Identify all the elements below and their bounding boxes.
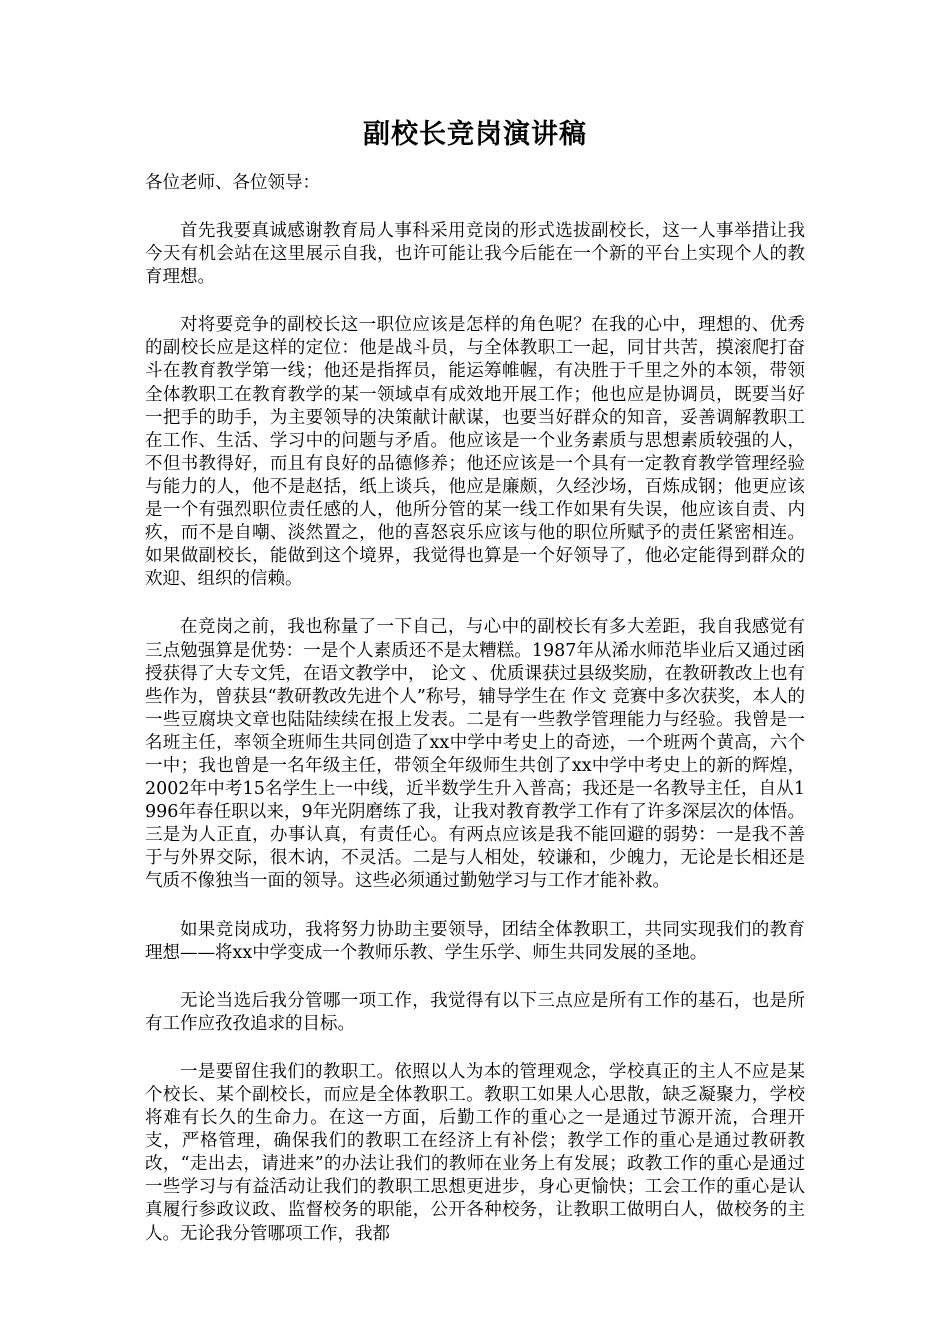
paragraph-commitment: 如果竞岗成功，我将努力协助主要领导，团结全体教职工，共同实现我们的教育理想——将xx中学变成一个教师乐教、学生乐学、师生共同发展的圣地。 (145, 919, 805, 963)
paragraph-thanks: 首先我要真诚感谢教育局人事科采用竞岗的形式选拔副校长，这一人事举措让我今天有机会站在这里展示自我，也许可能让我今后能在一个新的平台上实现个人的教育理想。 (145, 221, 805, 288)
paragraph-retain-staff: 一是要留住我们的教职工。依照以人为本的管理观念，学校真正的主人不应是某个校长、某个副校长，而应是全体教职工。教职工如果人心思散，缺乏凝聚力，学校将难有长久的生命力。在这一方面，后勤工作的重心之一是通过节源开流，合理开支，严格管理，确保我们的教职工在经济上有补偿；教学工作的重心是通过教研教改，“走出去，请进来”的办法让我们的教师在业务上有发展；政教工作的重心是通过一些学习与有益活动让我们的教职工思想更进步，身心更愉快；工会工作的重心是认真履行参政议政、监督校务的职能，公开各种校务，让教职工做明白人，做校务的主人。无论我分管哪项工作，我都 (145, 1061, 805, 1244)
paragraph-self-assessment: 在竞岗之前，我也称量了一下自己，与心中的副校长有多大差距，我自我感觉有三点勉强算是优势：一是个人素质还不是太糟糕。1987年从浠水师范毕业后又通过函授获得了大专文凭，在语文教学中， 论文 、优质课获过县级奖励，在教研教改上也有些作为，曾获县“教研教改先进个人”称号，辅导学生在 作文 竞赛中多次获奖，本人的一些豆腐块文章也陆陆续续在报上发表。二是有一些教学管理能力与经验。我曾是一名班主任，率领全班师生共同创造了xx中学中考史上的奇迹，一个班两个黄高，六个一中；我也曾是一名年级主任，带领全年级师生共创了xx中学中考史上的新的辉煌，2002年中考15名学生上一中线，近半数学生升入普高；我还是一名教导主任，自从1996年春任职以来，9年光阴磨练了我，让我对教育教学工作有了许多深层次的体悟。三是为人正直，办事认真，有责任心。有两点应该是我不能回避的弱势：一是我不善于与外界交际，很木讷，不灵活。二是与人相处，较谦和，少魄力，无论是长相还是气质不像独当一面的领导。这些必须通过勤勉学习与工作才能补救。 (145, 617, 805, 892)
document-page (145, 0, 805, 1246)
salutation: 各位老师、各位领导： (145, 173, 320, 193)
paragraph-role-definition: 对将要竞争的副校长这一职位应该是怎样的角色呢？在我的心中，理想的、优秀的副校长应是这样的定位：他是战斗员，与全体教职工一起，同甘共苦，摸滚爬打奋斗在教育教学第一线；他还是指挥员，能运筹帷幄，有决胜于千里之外的本领，带领全体教职工在教育教学的某一领域卓有成效地开展工作；他也应是协调员，既要当好一把手的助手，为主要领导的决策献计献谋，也要当好群众的知音，妥善调解教职工在工作、生活、学习中的问题与矛盾。他应该是一个业务素质与思想素质较强的人，不但书教得好，而且有良好的品德修养；他还应该是一个具有一定教育教学管理经验与能力的人，他不是赵括，纸上谈兵，他应是廉颇，久经沙场，百炼成钢；他更应该是一个有强烈职位责任感的人，他所分管的某一线工作如果有失误，他应该自责、内疚，而不是自嘲、淡然置之，他的喜怒哀乐应该与他的职位所赋予的责任紧密相连。如果做副校长，能做到这个境界，我觉得也算是一个好领导了，他必定能得到群众的欢迎、组织的信赖。 (145, 315, 805, 590)
paragraph-principles-intro: 无论当选后我分管哪一项工作，我觉得有以下三点应是所有工作的基石，也是所有工作应孜孜追求的目标。 (145, 990, 805, 1034)
document-title: 副校长竞岗演讲稿 (363, 119, 587, 150)
